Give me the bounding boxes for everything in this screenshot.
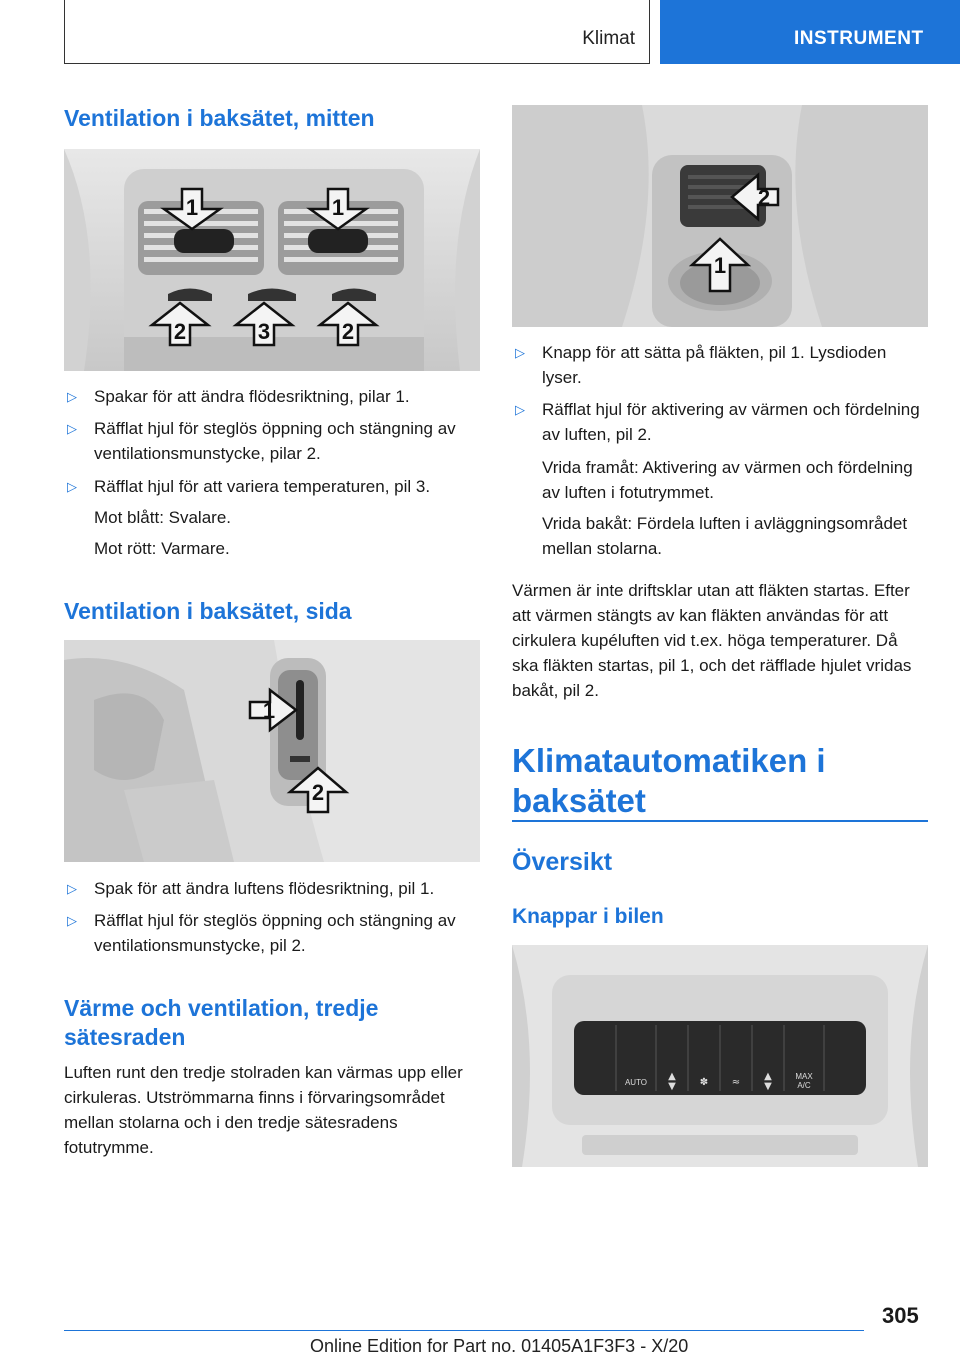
figure-rear-middle-vents	[64, 149, 480, 371]
fig3-label-2: 2	[757, 185, 771, 210]
triangle-bullet-icon: ▷	[67, 479, 77, 494]
svg-text:▲: ▲	[668, 1071, 676, 1082]
chapter-tab[interactable]: INSTRUMENT	[660, 0, 960, 64]
triangle-bullet-icon: ▷	[67, 389, 77, 404]
temp-red-text: Mot rött: Varmare.	[94, 539, 230, 558]
auto-button-label: AUTO	[624, 1078, 648, 1087]
forward-text: Vrida framåt: Aktivering av värmen och fördelning av luften i fotutrymmet.	[542, 458, 913, 502]
backward-text: Vrida bakåt: Fördela luften i avläggningsområdet mellan stolarna.	[542, 514, 908, 558]
heading-rear-climate-automatic: Klimatautomatiken i baksätet	[512, 742, 826, 819]
list-item: ▷ Räfflat hjul för att variera temperaturen, pil 3.	[64, 474, 480, 499]
list-item: ▷ Räfflat hjul för steglös öppning och stängning av ventilationsmunstycke, pil 2.	[64, 908, 480, 958]
heading-buttons-in-car: Knappar i bilen	[512, 905, 664, 928]
fig1-label-1a: 1	[185, 195, 199, 220]
heating-paragraph: Värmen är inte driftsklar utan att fläkten startas. Efter att värmen stängts av kan fläkten användas för att cirkulera kupéluften vid t.ex. höga temperaturer. Då ska fläkten startas, pil 1, och det räfflade hjulet vridas bakåt, pil 2.	[512, 581, 912, 700]
fig2-label-2: 2	[311, 780, 325, 805]
heading-overview: Översikt	[512, 848, 613, 876]
footer-edition-text: Online Edition for Part no. 01405A1F3F3 - X/20	[310, 1336, 689, 1356]
list-item: ▷ Spak för att ändra luftens flödesriktning, pil 1.	[64, 876, 480, 901]
page-number: 305	[882, 1303, 919, 1328]
section-title: Klimat	[582, 28, 635, 49]
fig2-label-1: 1	[262, 698, 276, 723]
triangle-bullet-icon: ▷	[515, 402, 525, 417]
list-item: ▷ Knapp för att sätta på fläkten, pil 1. Lysdioden lyser.	[512, 340, 928, 390]
header-section-box	[64, 0, 650, 64]
figure-rear-climate-panel	[512, 945, 928, 1167]
figure-third-row-vent	[512, 105, 928, 327]
max-ac-label-1: MAX	[795, 1072, 813, 1081]
fig3-label-1: 1	[713, 253, 727, 278]
heading-rear-side-ventilation: Ventilation i baksätet, sida	[64, 598, 352, 624]
svg-text:▲: ▲	[764, 1071, 772, 1082]
third-row-text: Luften runt den tredje stolraden kan värmas upp eller cirkuleras. Utströmmarna finns i förvaringsområdet mellan stolarna och i den tredje sätesradens fotutrymme.	[64, 1063, 463, 1157]
triangle-bullet-icon: ▷	[67, 881, 77, 896]
svg-text:≈: ≈	[731, 1077, 741, 1088]
svg-text:▼: ▼	[764, 1081, 772, 1092]
fig1-label-3: 3	[257, 319, 271, 344]
heading-rear-middle-ventilation: Ventilation i baksätet, mitten	[64, 105, 375, 131]
fig1-label-1b: 1	[331, 195, 345, 220]
figure-rear-side-vent	[64, 640, 480, 862]
fig1-label-2b: 2	[341, 319, 355, 344]
svg-text:▼: ▼	[668, 1081, 676, 1092]
svg-text:✽: ✽	[699, 1077, 709, 1088]
list-item: ▷ Räfflat hjul för aktivering av värmen och fördelning av luften, pil 2.	[512, 397, 928, 447]
list-item: ▷ Räfflat hjul för steglös öppning och stängning av ventilationsmunstycke, pilar 2.	[64, 416, 480, 466]
footer-rule	[64, 1330, 864, 1331]
heading-third-row: Värme och ventilation, tredje sätesraden	[64, 995, 379, 1050]
triangle-bullet-icon: ▷	[67, 421, 77, 436]
max-ac-label-2: A/C	[797, 1081, 811, 1090]
list-item: ▷ Spakar för att ändra flödesriktning, pilar 1.	[64, 384, 480, 409]
temp-blue-text: Mot blått: Svalare.	[94, 508, 232, 527]
triangle-bullet-icon: ▷	[515, 345, 525, 360]
triangle-bullet-icon: ▷	[67, 913, 77, 928]
fig1-label-2a: 2	[173, 319, 187, 344]
heading-rule	[512, 820, 928, 822]
